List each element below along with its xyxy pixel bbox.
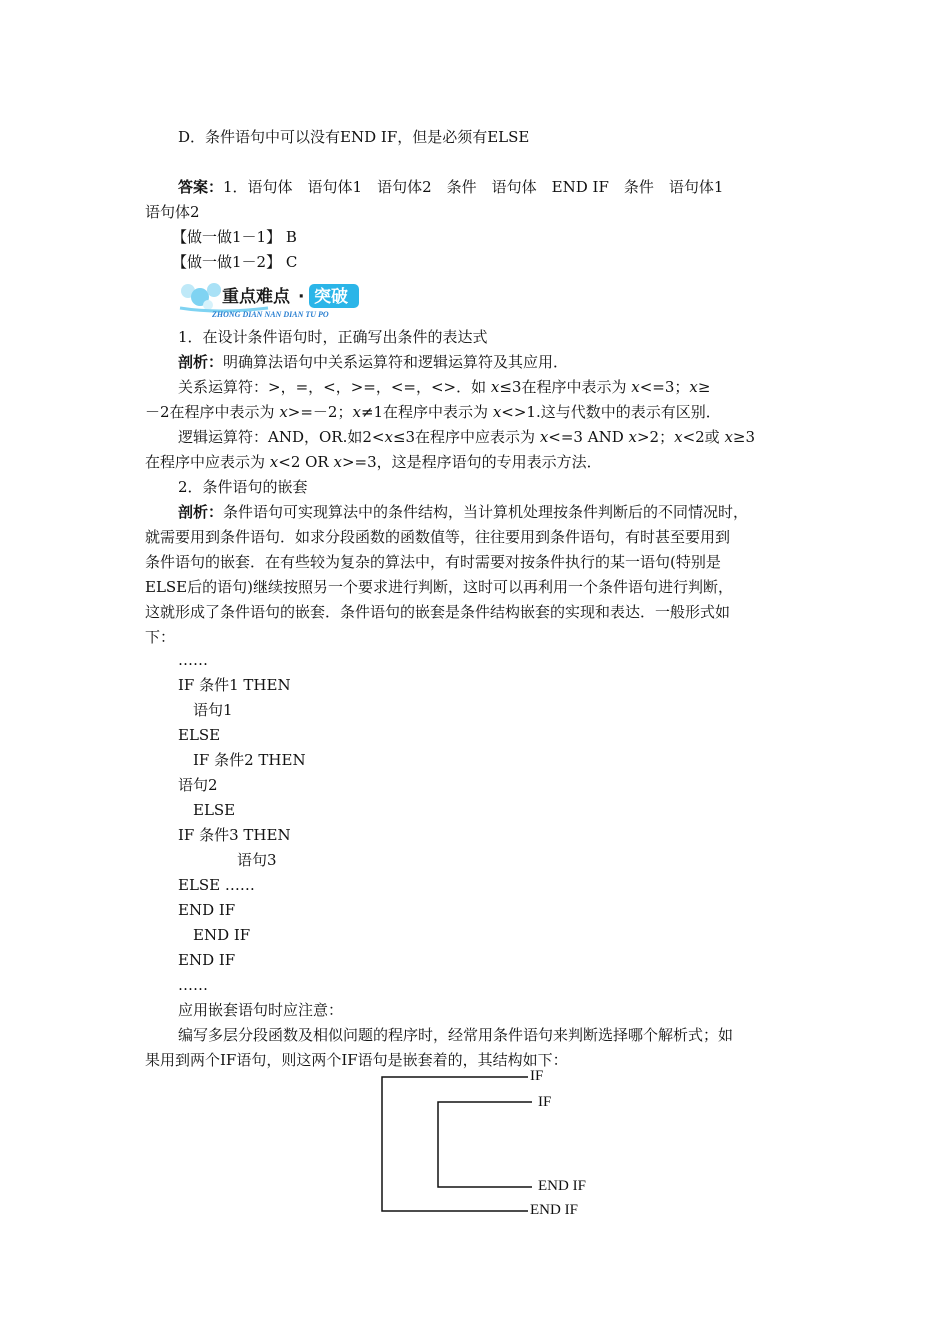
code-line: 语句3 [237,851,277,869]
answer-items: 1．语句体 语句体1 语句体2 条件 语句体 END IF 条件 语句体1 [223,178,724,196]
section-banner [178,278,396,320]
section1-heading: 1．在设计条件语句时，正确写出条件的表达式 [178,328,488,346]
inner-if-label: IF [538,1094,552,1110]
section2-p4: ELSE后的语句)继续按照另一个要求进行判断，这时可以再利用一个条件语句进行判断， [145,578,733,596]
outer-end-if-label: END IF [530,1202,578,1218]
section2-p6: 下： [145,628,176,646]
do-one-2: 【做一做1－2】 C [172,253,298,271]
inner-end-if-label: END IF [538,1178,586,1194]
banner-subtitle: ZHONG DIAN NAN DIAN TU PO [212,310,329,319]
code-line: IF 条件3 THEN [178,826,291,844]
section2-p1: 剖析：条件语句可实现算法中的条件结构，当计算机处理按条件判断后的不同情况时， [178,503,749,521]
code-line: END IF [193,926,251,944]
section2-p5: 这就形成了条件语句的嵌套．条件语句的嵌套是条件结构嵌套的实现和表达．一般形式如 [145,603,731,621]
outer-if-label: IF [530,1068,544,1084]
code-line: IF 条件1 THEN [178,676,291,694]
do-one-1: 【做一做1－1】 B [172,228,297,246]
logical-operators-line1: 逻辑运算符：AND，OR.如2<x≤3在程序中应表示为 x<=3 AND x>2；x<2或 x≥3 [178,428,756,446]
code-line: ELSE …… [178,876,255,894]
logical-operators-line2: 在程序中应表示为 x<2 OR x>=3，这是程序语句的专用表示方法． [145,453,602,471]
code-line: 语句2 [178,776,218,794]
banner-highlight: 突破 [314,287,348,307]
answer-label: 答案： [178,178,224,196]
notes-p2: 果用到两个IF语句，则这两个IF语句是嵌套着的，其结构如下： [145,1051,568,1069]
relational-operators-line1: 关系运算符：>，=，<，>=，<=，<>．如 x≤3在程序中表示为 x<=3；x≥ [178,378,711,396]
analysis-label: 剖析： [178,503,224,521]
section1-analysis [178,352,568,372]
banner-dot: · [298,287,305,307]
code-line: END IF [178,951,236,969]
answer-line-2: 语句体2 [145,203,200,221]
analysis-text: 明确算法语句中关系运算符和逻辑运算符及其应用． [223,353,569,371]
code-line: END IF [178,901,236,919]
code-line: IF 条件2 THEN [193,751,306,769]
code-line: …… [178,976,208,994]
answer-line-1 [178,177,723,197]
relational-operators-line2: －2在程序中表示为 x>=－2；x≠1在程序中表示为 x<>1.这与代数中的表示有区别． [145,403,721,421]
notes-title: 应用嵌套语句时应注意： [178,1001,344,1019]
section2-heading: 2．条件语句的嵌套 [178,478,308,496]
analysis-label: 剖析： [178,353,224,371]
section2-p2: 就需要用到条件语句．如求分段函数的函数值等，往往要用到条件语句，有时甚至要用到 [145,528,731,546]
section2-p3: 条件语句的嵌套．在有些较为复杂的算法中，有时需要对按条件执行的某一语句(特别是 [145,553,721,571]
banner-title: 重点难点 [222,287,290,307]
code-line: ELSE [193,801,236,819]
nested-if-structure-diagram [380,1068,610,1228]
code-line: …… [178,651,208,669]
notes-p1: 编写多层分段函数及相似问题的程序时，经常用条件语句来判断选择哪个解析式；如 [178,1026,734,1044]
code-line: 语句1 [193,701,233,719]
option-d: D．条件语句中可以没有END IF，但是必须有ELSE [178,128,530,146]
code-line: ELSE [178,726,221,744]
